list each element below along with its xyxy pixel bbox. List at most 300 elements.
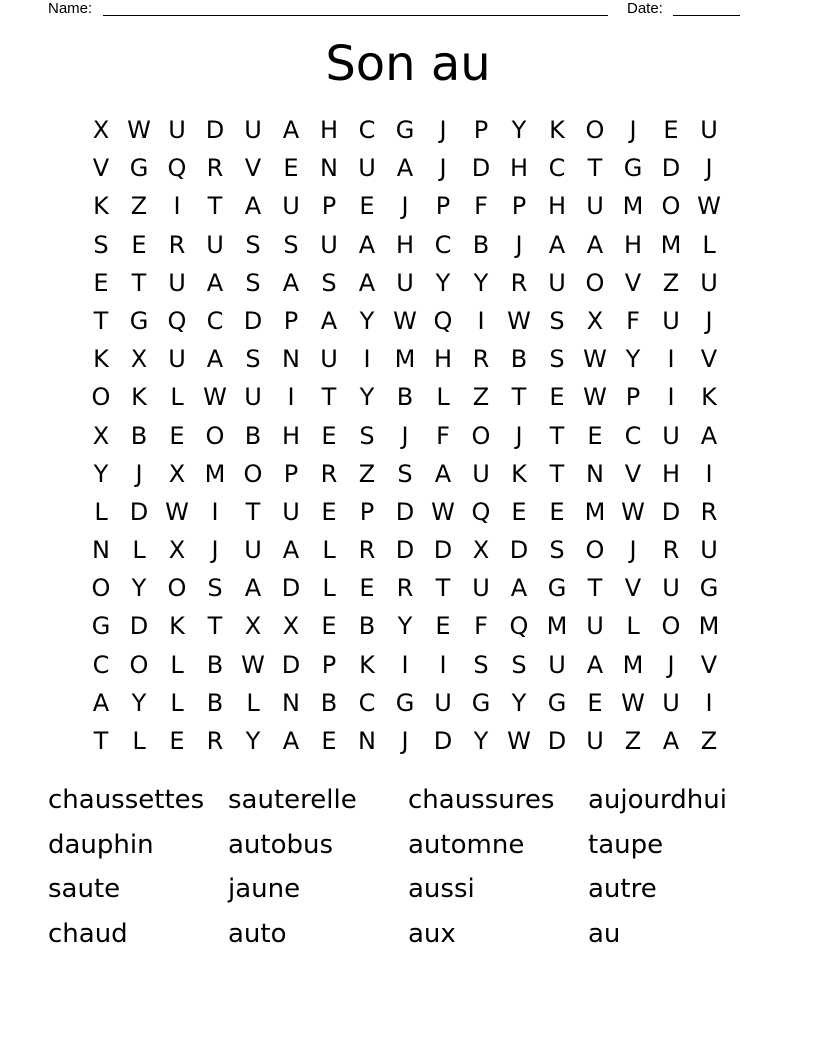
grid-letter[interactable]: R xyxy=(206,727,224,755)
grid-letter[interactable]: Q xyxy=(509,612,529,641)
grid-letter[interactable]: U xyxy=(282,497,300,526)
grid-letter[interactable]: D xyxy=(395,536,415,565)
grid-letter[interactable]: M xyxy=(660,230,682,259)
grid-letter[interactable]: U xyxy=(358,154,376,183)
grid-letter[interactable]: Z xyxy=(130,192,148,221)
grid-letter[interactable]: W xyxy=(697,192,721,221)
grid-letter[interactable]: I xyxy=(173,192,181,221)
grid-letter[interactable]: L xyxy=(436,383,450,412)
grid-letter[interactable]: O xyxy=(91,383,111,412)
grid-letter[interactable]: S xyxy=(359,421,375,450)
grid-letter[interactable]: B xyxy=(206,688,224,717)
grid-letter[interactable]: A xyxy=(282,116,300,144)
grid-letter[interactable]: T xyxy=(321,383,337,412)
grid-letter[interactable]: P xyxy=(359,497,375,526)
grid-letter[interactable]: E xyxy=(587,688,603,717)
grid-letter[interactable]: G xyxy=(395,116,415,144)
grid-letter[interactable]: S xyxy=(245,345,261,374)
grid-letter[interactable]: U xyxy=(662,688,680,717)
grid-letter[interactable]: B xyxy=(206,650,224,679)
grid-letter[interactable]: E xyxy=(321,497,337,526)
grid-letter[interactable]: T xyxy=(131,268,147,297)
grid-letter[interactable]: K xyxy=(93,345,109,374)
grid-letter[interactable]: E xyxy=(93,268,109,297)
grid-letter[interactable]: V xyxy=(700,345,718,374)
grid-letter[interactable]: J xyxy=(401,727,409,755)
grid-letter[interactable]: Q xyxy=(167,306,187,335)
grid-letter[interactable]: A xyxy=(586,650,604,679)
grid-letter[interactable]: F xyxy=(474,192,488,221)
grid-letter[interactable]: C xyxy=(358,688,376,717)
grid-letter[interactable]: P xyxy=(321,650,337,679)
grid-letter[interactable]: A xyxy=(244,192,262,221)
grid-letter[interactable]: V xyxy=(624,268,642,297)
grid-letter[interactable]: I xyxy=(667,383,675,412)
grid-letter[interactable]: M xyxy=(584,497,606,526)
grid-letter[interactable]: D xyxy=(471,154,491,183)
grid-letter[interactable]: U xyxy=(434,688,452,717)
grid-letter[interactable]: U xyxy=(206,230,224,259)
grid-letter[interactable]: N xyxy=(586,459,604,488)
grid-letter[interactable]: A xyxy=(282,536,300,565)
grid-letter[interactable]: X xyxy=(92,421,110,450)
grid-letter[interactable]: S xyxy=(283,230,299,259)
grid-letter[interactable]: J xyxy=(439,116,447,144)
grid-letter[interactable]: X xyxy=(168,459,186,488)
grid-letter[interactable]: X xyxy=(168,536,186,565)
grid-letter[interactable]: O xyxy=(129,650,149,679)
grid-letter[interactable]: U xyxy=(472,574,490,603)
grid-letter[interactable]: J xyxy=(515,421,523,450)
grid-letter[interactable]: U xyxy=(700,268,718,297)
grid-letter[interactable]: B xyxy=(396,383,414,412)
grid-letter[interactable]: N xyxy=(92,536,110,565)
grid-letter[interactable]: U xyxy=(168,116,186,144)
grid-letter[interactable]: I xyxy=(667,345,675,374)
grid-letter[interactable]: B xyxy=(130,421,148,450)
grid-letter[interactable]: U xyxy=(244,536,262,565)
grid-letter[interactable]: I xyxy=(363,345,371,374)
grid-letter[interactable]: T xyxy=(587,154,603,183)
grid-letter[interactable]: V xyxy=(624,459,642,488)
grid-letter[interactable]: W xyxy=(507,306,531,335)
grid-letter[interactable]: V xyxy=(700,650,718,679)
grid-letter[interactable]: P xyxy=(511,192,527,221)
grid-letter[interactable]: L xyxy=(94,497,108,526)
grid-letter[interactable]: S xyxy=(245,268,261,297)
grid-letter[interactable]: D xyxy=(243,306,263,335)
grid-letter[interactable]: S xyxy=(245,230,261,259)
grid-letter[interactable]: T xyxy=(93,306,109,335)
grid-letter[interactable]: K xyxy=(93,192,109,221)
grid-letter[interactable]: Y xyxy=(359,383,375,412)
grid-letter[interactable]: R xyxy=(510,268,528,297)
grid-letter[interactable]: O xyxy=(243,459,263,488)
grid-letter[interactable]: N xyxy=(282,688,300,717)
grid-letter[interactable]: Y xyxy=(131,688,147,717)
grid-letter[interactable]: F xyxy=(474,612,488,641)
grid-letter[interactable]: E xyxy=(321,612,337,641)
grid-letter[interactable]: O xyxy=(585,536,605,565)
grid-letter[interactable]: E xyxy=(435,612,451,641)
grid-letter[interactable]: U xyxy=(472,459,490,488)
grid-letter[interactable]: T xyxy=(245,497,261,526)
grid-letter[interactable]: S xyxy=(549,345,565,374)
grid-letter[interactable]: U xyxy=(244,116,262,144)
grid-letter[interactable]: M xyxy=(394,345,416,374)
grid-letter[interactable]: A xyxy=(206,268,224,297)
grid-letter[interactable]: D xyxy=(281,574,301,603)
grid-letter[interactable]: U xyxy=(396,268,414,297)
word-list-item: jaune xyxy=(228,874,301,905)
word-list-item: dauphin xyxy=(48,829,154,860)
grid-letter[interactable]: A xyxy=(434,459,452,488)
date-blank-line[interactable] xyxy=(673,15,740,16)
grid-letter[interactable]: J xyxy=(401,421,409,450)
grid-letter[interactable]: K xyxy=(701,383,717,412)
grid-letter[interactable]: W xyxy=(583,383,607,412)
grid-letter[interactable]: U xyxy=(586,192,604,221)
grid-letter[interactable]: H xyxy=(319,116,339,144)
grid-letter[interactable]: E xyxy=(359,192,375,221)
word-list-item: aussi xyxy=(408,874,475,905)
grid-letter[interactable]: R xyxy=(358,536,376,565)
grid-letter[interactable]: W xyxy=(393,306,417,335)
grid-letter[interactable]: E xyxy=(549,383,565,412)
grid-letter[interactable]: K xyxy=(511,459,527,488)
grid-letter[interactable]: O xyxy=(661,612,681,641)
grid-letter[interactable]: I xyxy=(211,497,219,526)
grid-letter[interactable]: N xyxy=(358,727,376,755)
grid-letter[interactable]: L xyxy=(170,650,184,679)
grid-letter[interactable]: X xyxy=(282,612,300,641)
grid-letter[interactable]: W xyxy=(507,727,531,755)
grid-letter[interactable]: Z xyxy=(358,459,376,488)
grid-letter[interactable]: Y xyxy=(473,727,489,755)
grid-letter[interactable]: A xyxy=(320,306,338,335)
grid-letter[interactable]: L xyxy=(170,688,184,717)
grid-letter[interactable]: A xyxy=(548,230,566,259)
grid-letter[interactable]: R xyxy=(396,574,414,603)
grid-letter[interactable]: V xyxy=(244,154,262,183)
name-blank-line[interactable] xyxy=(103,15,608,16)
grid-letter[interactable]: G xyxy=(547,688,567,717)
grid-letter[interactable]: I xyxy=(401,650,409,679)
grid-letter[interactable]: B xyxy=(358,612,376,641)
grid-letter[interactable]: U xyxy=(548,650,566,679)
grid-letter[interactable]: U xyxy=(168,345,186,374)
grid-letter[interactable]: H xyxy=(547,192,567,221)
grid-letter[interactable]: E xyxy=(169,727,185,755)
grid-letter[interactable]: G xyxy=(129,306,149,335)
grid-letter[interactable]: Z xyxy=(624,727,642,755)
grid-letter[interactable]: E xyxy=(549,497,565,526)
grid-letter[interactable]: E xyxy=(359,574,375,603)
grid-letter[interactable]: B xyxy=(472,230,490,259)
grid-letter[interactable]: Y xyxy=(397,612,413,641)
grid-letter[interactable]: F xyxy=(626,306,640,335)
grid-letter[interactable]: D xyxy=(509,536,529,565)
grid-letter[interactable]: A xyxy=(282,727,300,755)
grid-letter[interactable]: W xyxy=(621,497,645,526)
grid-letter[interactable]: X xyxy=(586,306,604,335)
grid-letter[interactable]: A xyxy=(510,574,528,603)
grid-letter[interactable]: Z xyxy=(472,383,490,412)
grid-letter[interactable]: U xyxy=(662,421,680,450)
grid-letter[interactable]: L xyxy=(626,612,640,641)
grid-letter[interactable]: H xyxy=(509,154,529,183)
grid-letter[interactable]: E xyxy=(131,230,147,259)
grid-letter[interactable]: W xyxy=(431,497,455,526)
grid-letter[interactable]: A xyxy=(700,421,718,450)
grid-letter[interactable]: M xyxy=(698,612,720,641)
grid-letter[interactable]: M xyxy=(622,192,644,221)
grid-letter[interactable]: G xyxy=(395,688,415,717)
grid-letter[interactable]: X xyxy=(130,345,148,374)
grid-letter[interactable]: C xyxy=(624,421,642,450)
grid-letter[interactable]: B xyxy=(244,421,262,450)
grid-letter[interactable]: C xyxy=(92,650,110,679)
grid-letter[interactable]: A xyxy=(396,154,414,183)
grid-letter[interactable]: H xyxy=(281,421,301,450)
grid-letter[interactable]: P xyxy=(283,306,299,335)
grid-letter[interactable]: D xyxy=(433,727,453,755)
grid-letter[interactable]: B xyxy=(320,688,338,717)
grid-letter[interactable]: E xyxy=(511,497,527,526)
word-search-grid[interactable] xyxy=(82,111,728,760)
grid-letter[interactable]: X xyxy=(92,116,110,144)
grid-letter[interactable]: P xyxy=(473,116,489,144)
grid-letter[interactable]: A xyxy=(662,727,680,755)
grid-letter[interactable]: D xyxy=(281,650,301,679)
grid-letter[interactable]: Z xyxy=(700,727,718,755)
word-list-item: chaussures xyxy=(408,785,555,815)
grid-letter[interactable]: Y xyxy=(359,306,375,335)
grid-letter[interactable]: R xyxy=(472,345,490,374)
grid-letter[interactable]: U xyxy=(244,383,262,412)
grid-letter[interactable]: G xyxy=(623,154,643,183)
grid-letter[interactable]: C xyxy=(358,116,376,144)
grid-letter[interactable]: S xyxy=(321,268,337,297)
grid-letter[interactable]: D xyxy=(547,727,567,755)
grid-letter[interactable]: W xyxy=(241,650,265,679)
word-list-item: chaud xyxy=(48,919,128,950)
grid-letter[interactable]: Q xyxy=(167,154,187,183)
grid-letter[interactable]: H xyxy=(623,230,643,259)
grid-letter[interactable]: R xyxy=(206,154,224,183)
grid-letter[interactable]: L xyxy=(132,727,146,755)
grid-letter[interactable]: O xyxy=(585,268,605,297)
grid-letter[interactable]: A xyxy=(244,574,262,603)
grid-letter[interactable]: T xyxy=(511,383,527,412)
grid-letter[interactable]: Y xyxy=(245,727,261,755)
grid-letter[interactable]: S xyxy=(93,230,109,259)
grid-letter[interactable]: E xyxy=(283,154,299,183)
grid-letter[interactable]: J xyxy=(629,536,637,565)
grid-letter[interactable]: K xyxy=(359,650,375,679)
grid-letter[interactable]: I xyxy=(705,459,713,488)
grid-letter[interactable]: G xyxy=(547,574,567,603)
grid-letter[interactable]: A xyxy=(92,688,110,717)
grid-letter[interactable]: U xyxy=(700,536,718,565)
grid-letter[interactable]: G xyxy=(129,154,149,183)
grid-letter[interactable]: Y xyxy=(473,268,489,297)
grid-letter[interactable]: O xyxy=(205,421,225,450)
grid-letter[interactable]: W xyxy=(621,688,645,717)
grid-letter[interactable]: Y xyxy=(435,268,451,297)
grid-letter[interactable]: K xyxy=(131,383,147,412)
grid-letter[interactable]: M xyxy=(622,650,644,679)
grid-letter[interactable]: Y xyxy=(93,459,109,488)
grid-letter[interactable]: V xyxy=(624,574,642,603)
grid-letter[interactable]: J xyxy=(135,459,143,488)
grid-letter[interactable]: E xyxy=(587,421,603,450)
grid-letter[interactable]: J xyxy=(629,116,637,144)
grid-letter[interactable]: S xyxy=(549,306,565,335)
grid-letter[interactable]: L xyxy=(246,688,260,717)
grid-letter[interactable]: A xyxy=(282,268,300,297)
grid-letter[interactable]: A xyxy=(586,230,604,259)
grid-letter[interactable]: O xyxy=(585,116,605,144)
grid-letter[interactable]: S xyxy=(511,650,527,679)
grid-letter[interactable]: E xyxy=(321,727,337,755)
grid-letter[interactable]: O xyxy=(471,421,491,450)
grid-letter[interactable]: D xyxy=(129,612,149,641)
grid-letter[interactable]: C xyxy=(206,306,224,335)
grid-letter[interactable]: L xyxy=(132,536,146,565)
grid-letter[interactable]: V xyxy=(92,154,110,183)
grid-letter[interactable]: O xyxy=(167,574,187,603)
word-list-item: chaussettes xyxy=(48,785,205,815)
grid-letter[interactable]: U xyxy=(586,612,604,641)
grid-letter[interactable]: U xyxy=(662,574,680,603)
grid-letter[interactable]: A xyxy=(358,268,376,297)
grid-letter[interactable]: R xyxy=(662,536,680,565)
grid-letter[interactable]: U xyxy=(320,345,338,374)
grid-letter[interactable]: W xyxy=(583,345,607,374)
grid-letter[interactable]: T xyxy=(435,574,451,603)
grid-letter[interactable]: T xyxy=(207,612,223,641)
grid-letter[interactable]: F xyxy=(436,421,450,450)
grid-letter[interactable]: S xyxy=(549,536,565,565)
grid-letter[interactable]: U xyxy=(168,268,186,297)
grid-letter[interactable]: D xyxy=(395,497,415,526)
grid-letter[interactable]: X xyxy=(472,536,490,565)
grid-letter[interactable]: C xyxy=(434,230,452,259)
grid-letter[interactable]: E xyxy=(663,116,679,144)
grid-letter[interactable]: N xyxy=(282,345,300,374)
grid-letter[interactable]: I xyxy=(477,306,485,335)
grid-letter[interactable]: J xyxy=(401,192,409,221)
grid-letter[interactable]: J xyxy=(667,650,675,679)
grid-letter[interactable]: E xyxy=(169,421,185,450)
grid-letter[interactable]: T xyxy=(207,192,223,221)
grid-letter[interactable]: U xyxy=(586,727,604,755)
grid-letter[interactable]: P xyxy=(321,192,337,221)
grid-letter[interactable]: S xyxy=(207,574,223,603)
grid-letter[interactable]: P xyxy=(435,192,451,221)
grid-letter[interactable]: J xyxy=(705,154,713,183)
grid-letter[interactable]: N xyxy=(320,154,338,183)
grid-letter[interactable]: J xyxy=(211,536,219,565)
grid-letter[interactable]: W xyxy=(127,116,151,144)
grid-letter[interactable]: O xyxy=(661,192,681,221)
grid-letter[interactable]: U xyxy=(548,268,566,297)
grid-letter[interactable]: Q xyxy=(471,497,491,526)
grid-letter[interactable]: J xyxy=(439,154,447,183)
grid-letter[interactable]: I xyxy=(287,383,295,412)
grid-letter[interactable]: G xyxy=(91,612,111,641)
grid-letter[interactable]: H xyxy=(433,345,453,374)
grid-letter[interactable]: H xyxy=(661,459,681,488)
grid-letter[interactable]: L xyxy=(170,383,184,412)
grid-letter[interactable]: L xyxy=(322,574,336,603)
grid-letter[interactable]: L xyxy=(702,230,716,259)
grid-letter[interactable]: U xyxy=(282,192,300,221)
grid-letter[interactable]: Q xyxy=(433,306,453,335)
grid-letter[interactable]: R xyxy=(700,497,718,526)
grid-letter[interactable]: T xyxy=(93,727,109,755)
grid-letter[interactable]: Z xyxy=(662,268,680,297)
grid-letter[interactable]: D xyxy=(205,116,225,144)
grid-letter[interactable]: A xyxy=(358,230,376,259)
grid-letter[interactable]: L xyxy=(322,536,336,565)
grid-letter[interactable]: T xyxy=(549,421,565,450)
grid-letter[interactable]: R xyxy=(168,230,186,259)
grid-letter[interactable]: D xyxy=(661,497,681,526)
grid-letter[interactable]: G xyxy=(471,688,491,717)
grid-letter[interactable]: S xyxy=(397,459,413,488)
grid-letter[interactable]: U xyxy=(320,230,338,259)
grid-letter[interactable]: W xyxy=(165,497,189,526)
grid-letter[interactable]: I xyxy=(439,650,447,679)
grid-letter[interactable]: D xyxy=(129,497,149,526)
grid-letter[interactable]: J xyxy=(705,306,713,335)
grid-letter[interactable]: D xyxy=(433,536,453,565)
grid-letter[interactable]: G xyxy=(699,574,719,603)
grid-letter[interactable]: I xyxy=(705,688,713,717)
grid-letter[interactable]: A xyxy=(206,345,224,374)
grid-letter[interactable]: M xyxy=(546,612,568,641)
word-list-item: sauterelle xyxy=(228,785,357,815)
grid-letter[interactable]: X xyxy=(244,612,262,641)
grid-letter[interactable]: H xyxy=(395,230,415,259)
grid-letter[interactable]: E xyxy=(321,421,337,450)
grid-letter[interactable]: Y xyxy=(511,116,527,144)
grid-letter[interactable]: S xyxy=(473,650,489,679)
grid-letter[interactable]: U xyxy=(700,116,718,144)
grid-letter[interactable]: W xyxy=(203,383,227,412)
grid-letter[interactable]: U xyxy=(662,306,680,335)
grid-letter[interactable]: Y xyxy=(625,345,641,374)
grid-letter[interactable]: Y xyxy=(131,574,147,603)
grid-letter[interactable]: K xyxy=(169,612,185,641)
grid-letter[interactable]: K xyxy=(549,116,565,144)
grid-letter[interactable]: R xyxy=(320,459,338,488)
grid-letter[interactable]: T xyxy=(587,574,603,603)
grid-letter[interactable]: Y xyxy=(511,688,527,717)
grid-letter[interactable]: T xyxy=(549,459,565,488)
word-list xyxy=(48,778,768,957)
grid-letter[interactable]: C xyxy=(548,154,566,183)
grid-letter[interactable]: D xyxy=(661,154,681,183)
grid-letter[interactable]: B xyxy=(510,345,528,374)
grid-letter[interactable]: J xyxy=(515,230,523,259)
grid-letter[interactable]: P xyxy=(283,459,299,488)
grid-letter[interactable]: O xyxy=(91,574,111,603)
grid-letter[interactable]: M xyxy=(204,459,226,488)
grid-letter[interactable]: P xyxy=(625,383,641,412)
